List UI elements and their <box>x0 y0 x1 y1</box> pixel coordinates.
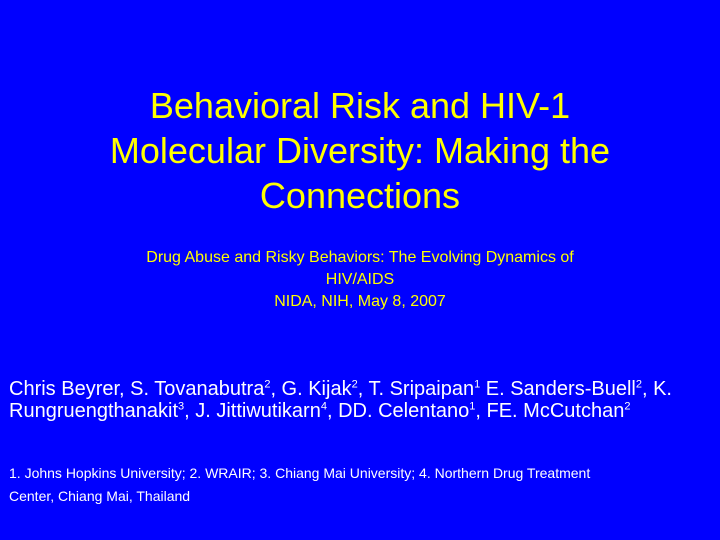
affiliation-marker: 1 <box>474 378 481 391</box>
affiliation-line: 1. Johns Hopkins University; 2. WRAIR; 3. Chiang Mai University; 4. Northern Drug Treatment <box>9 465 591 481</box>
title-line: Molecular Diversity: Making the <box>109 130 611 171</box>
affiliation-marker: 1 <box>469 400 476 413</box>
author-list <box>9 378 709 422</box>
affiliation-marker: 2 <box>351 378 358 391</box>
subtitle-line: HIV/AIDS <box>325 271 395 288</box>
affiliation-marker: 2 <box>624 400 631 413</box>
author-name: , G. Kijak <box>270 378 352 400</box>
title-line: Behavioral Risk and HIV-1 <box>149 85 571 126</box>
author-name: , FE. McCutchan <box>475 400 625 422</box>
author-name: , J. Jittiwutikarn <box>184 400 321 422</box>
subtitle-line: Drug Abuse and Risky Behaviors: The Evolving Dynamics of <box>146 249 574 266</box>
author-name: , T. Sripaipan <box>357 378 475 400</box>
affiliation-line: Center, Chiang Mai, Thailand <box>9 488 191 504</box>
author-name: , DD. Celentano <box>326 400 470 422</box>
affiliations <box>9 462 699 508</box>
author-name: Chris Beyrer, S. Tovanabutra <box>9 378 265 400</box>
affiliation-marker: 4 <box>320 400 327 413</box>
affiliation-marker: 3 <box>178 400 185 413</box>
affiliation-marker: 2 <box>635 378 642 391</box>
author-name: , K. Rungruengthanakit <box>9 378 672 422</box>
affiliation-marker: 2 <box>264 378 271 391</box>
author-name: E. Sanders-Buell <box>480 378 636 400</box>
subtitle-line: NIDA, NIH, May 8, 2007 <box>274 293 446 310</box>
slide-title <box>60 83 660 218</box>
slide-subtitle <box>60 247 660 313</box>
title-line: Connections <box>259 175 461 216</box>
